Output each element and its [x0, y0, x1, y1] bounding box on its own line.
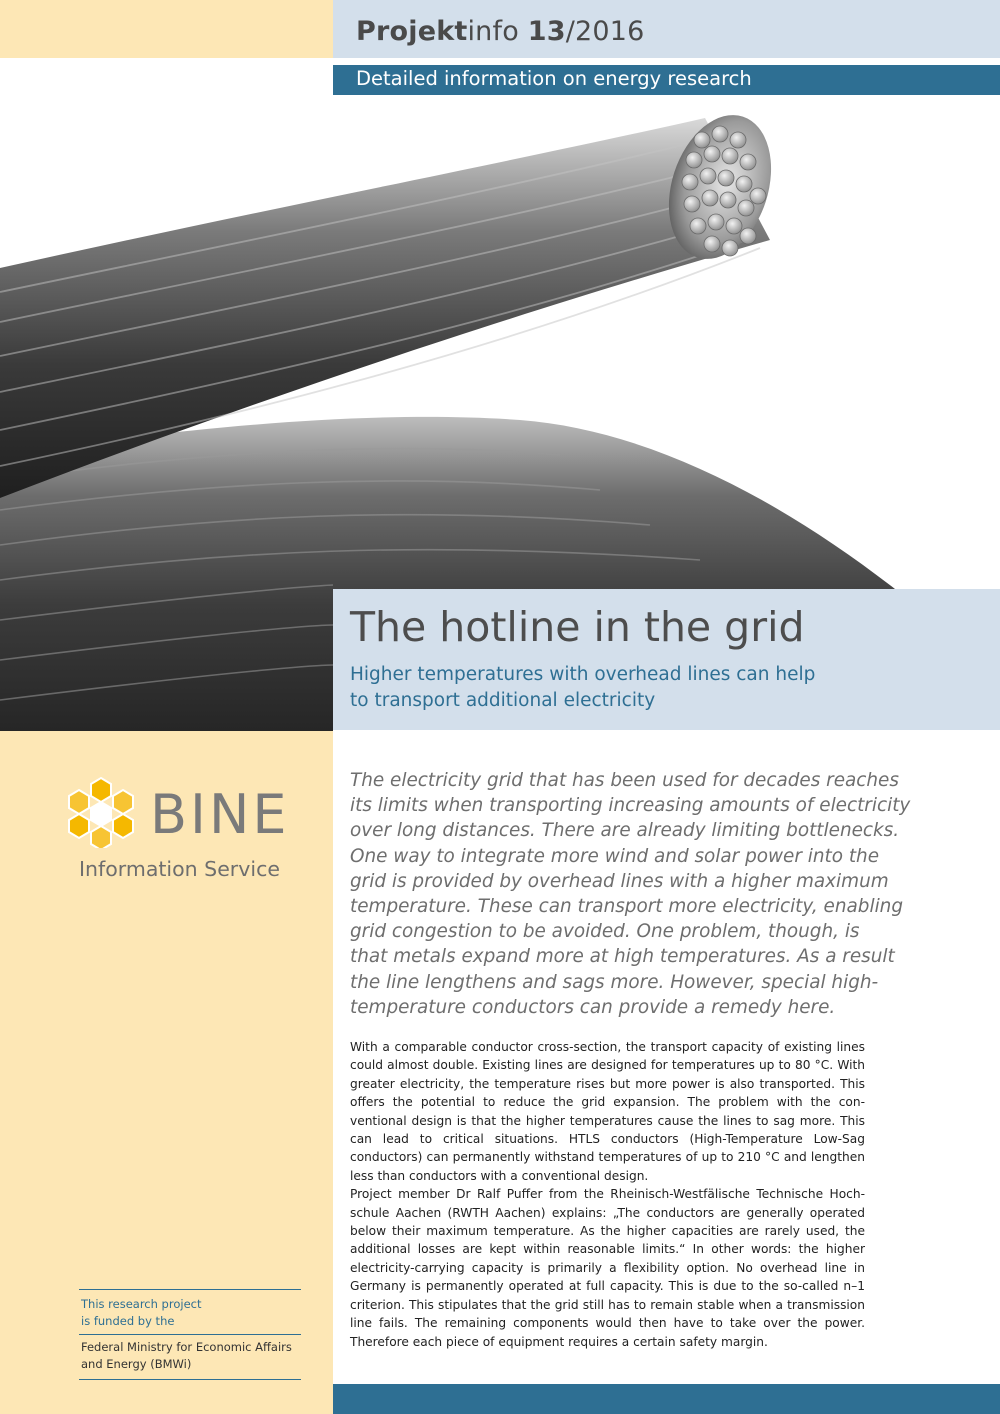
footer-bar: [333, 1384, 1000, 1414]
subtitle-line-2: to transport additional electricity: [350, 690, 656, 711]
divider: [79, 1334, 301, 1335]
intro-line: its limits when transporting increasing amounts of electricity: [350, 795, 911, 817]
ministry-name-line-1: Federal Ministry for Economic Affairs: [81, 1340, 292, 1354]
intro-paragraph: [350, 768, 911, 1020]
subtitle-line-1: Higher temperatures with overhead lines can help: [350, 664, 816, 685]
page-title: The hotline in the grid: [350, 603, 805, 651]
ministry-name-line-2: and Energy (BMWi): [81, 1357, 192, 1371]
intro-line: over long distances. There are already limiting bottlenecks.: [350, 820, 900, 842]
divider: [79, 1379, 301, 1380]
divider: [79, 1289, 301, 1290]
subheader-text: Detailed information on energy research: [356, 67, 752, 90]
issue-number: 13: [527, 16, 566, 47]
intro-line: grid congestion to be avoided. One problem, though, is: [350, 921, 860, 943]
funding-note-line-2: is funded by the: [81, 1314, 175, 1328]
publication-title: [356, 16, 645, 47]
brand-bold: Projekt: [356, 16, 468, 47]
header-left-panel: [0, 0, 333, 58]
brand-rest: info: [467, 16, 528, 47]
bine-tagline: Information Service: [79, 857, 280, 881]
body-paragraph: With a comparable conductor cross-section, the transport capacity of existing lines could almost double. Existing lines are designed for temperatures up to 80 °C. With greater electricity, the temperature rises but more power is also transported. This offers the potential to reduce the grid expansion. The problem with the conventional design is that the higher temperatures cause the lines to sag more. This can lead to critical situations. HTLS conductors (High-Temperature Low-Sag conductors) can permanently withstand temperatures of up to 210 °C and lengthen less than conductors with a conventional design.: [350, 1040, 865, 1183]
intro-line: The electricity grid that has been used for decades reaches: [350, 770, 899, 791]
intro-line: the line lengthens and sags more. However, special high-: [350, 971, 879, 993]
hexagon-ring-logo-icon: [65, 776, 137, 848]
intro-line: temperature conductors can provide a remedy here.: [350, 996, 836, 1018]
issue-year: /2016: [565, 16, 645, 47]
intro-line: that metals expand more at high temperatures. As a result: [350, 946, 895, 968]
bine-wordmark: BINE: [150, 783, 290, 846]
intro-line: temperature. These can transport more electricity, enabling: [350, 896, 904, 918]
intro-line: One way to integrate more wind and solar power into the: [350, 845, 880, 867]
body-paragraph: Project member Dr Ralf Puffer from the Rheinisch-Westfälische Technische Hochschule Aachen (RWTH Aachen) explains: „The conductors are generally operated below their maximum temperature. As the higher capacities are rarely used, the additional losses are kept within reasonable limits.“ In other words: the higher electricity-carrying capacity is primarily a flexibility option. No overhead line in Germany is permanently operated at full capacity. This is due to the so-called n–1 criterion. This stipulates that the grid still has to remain stable when a transmission line fails. The remaining components would then have to take over the power. Therefore each piece of equipment requires a certain safety margin.: [350, 1187, 865, 1349]
funding-note-line-1: This research project: [81, 1297, 202, 1311]
body-text: [350, 1038, 865, 1351]
intro-line: grid is provided by overhead lines with a higher maximum: [350, 870, 889, 892]
